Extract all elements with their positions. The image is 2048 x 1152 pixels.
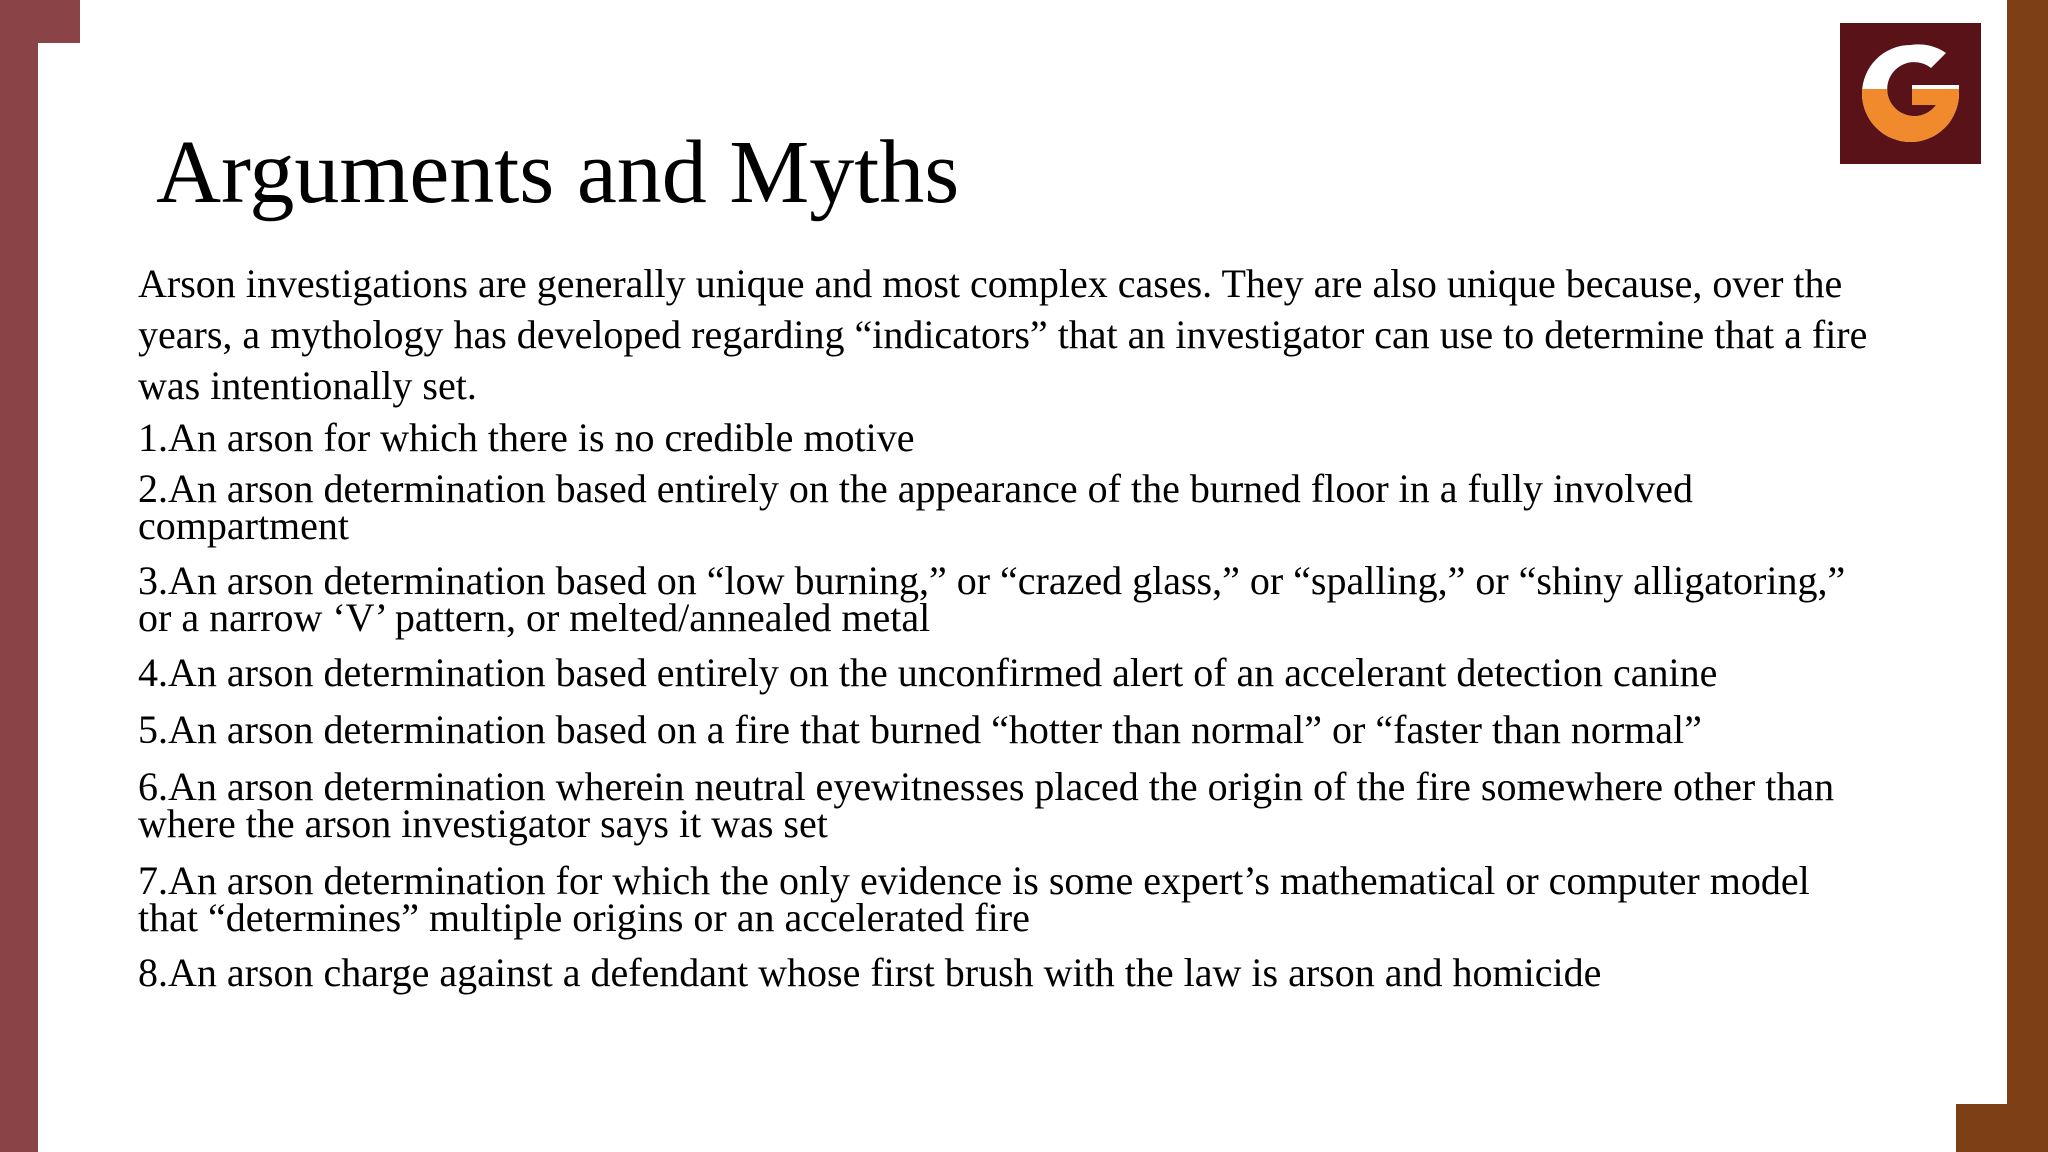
list-item: 2.An arson determination based entirely on the appearance of the burned floor in a fully involved compartment (138, 466, 1694, 548)
left-bracket-cap (0, 0, 80, 43)
slide-title: Arguments and Myths (156, 123, 960, 222)
intro-paragraph: Arson investigations are generally unique and most complex cases. They are also unique because, over the years, a mythology has developed regarding “indicators” that an investigator can use to determine that a fire was intentionally set. (138, 261, 1868, 408)
list-item: 8.An arson charge against a defendant whose first brush with the law is arson and homicide (138, 950, 1602, 995)
list-item: 5.An arson determination based on a fire that burned “hotter than normal” or “faster than normal” (138, 707, 1702, 752)
list-item: 4.An arson determination based entirely on the unconfirmed alert of an accelerant detection canine (138, 650, 1718, 695)
list-item: 3.An arson determination based on “low burning,” or “crazed glass,” or “spalling,” or “shiny alligatoring,” or a narrow ‘V’ pattern, or melted/annealed metal (138, 558, 1846, 640)
right-bracket-foot (1956, 1104, 2048, 1152)
right-bracket-bar (2007, 0, 2048, 1152)
left-bracket-bar (0, 0, 38, 1152)
slide-body (138, 258, 1878, 995)
g-letter-logo-icon (1840, 23, 1981, 164)
list-item: 6.An arson determination wherein neutral eyewitnesses placed the origin of the fire somewhere other than where the arson investigator says it was set (138, 764, 1835, 846)
myth-list (138, 415, 1878, 995)
list-item: 7.An arson determination for which the only evidence is some expert’s mathematical or computer model that “determines” multiple origins or an accelerated fire (138, 858, 1810, 940)
list-item: 1.An arson for which there is no credible motive (138, 415, 915, 460)
